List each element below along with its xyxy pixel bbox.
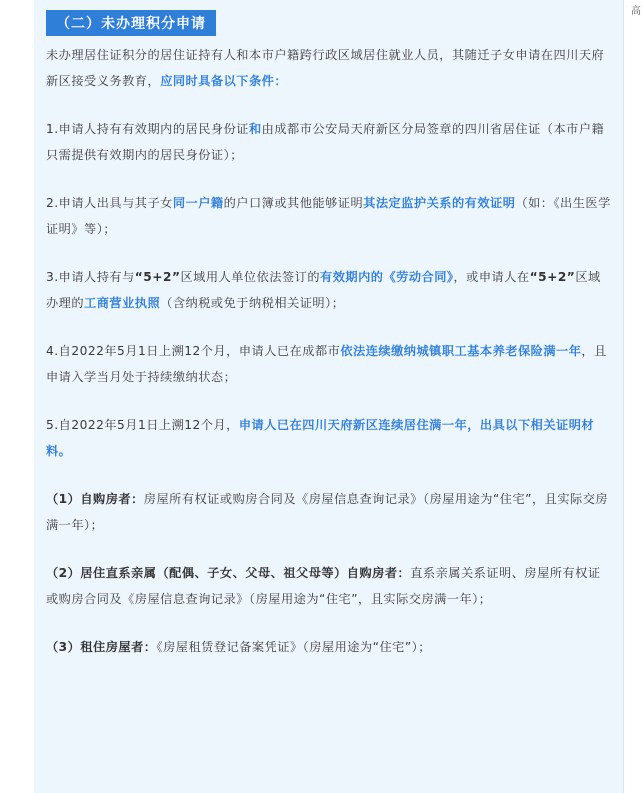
- item-4-highlight: 依法连续缴纳城镇职工基本养老保险满一年: [340, 344, 582, 358]
- intro-paragraph: [46, 42, 611, 94]
- item-4-text-2: ，且申请入学当月处于持续缴纳状态；: [46, 344, 607, 384]
- item-2-highlight-2: 其法定监护关系的有效证明: [363, 196, 516, 210]
- intro-text: 未办理居住证积分的居住证持有人和本市户籍跨行政区域居住就业人员，其随迁子女申请在四川天府新区接受义务教育，: [46, 48, 605, 88]
- section-title: （二）未办理积分申请: [46, 10, 216, 36]
- sub-item-2: [46, 560, 611, 612]
- corner-char: 高: [631, 6, 641, 17]
- item-2-text-2: 的户口簿或其他能够证明: [223, 196, 364, 210]
- item-3-text: 3.申请人持有与: [46, 270, 135, 284]
- item-3-highlight: 有效期内的《劳动合同》: [320, 270, 454, 284]
- item-3-text-2: 区域用人单位依法签订的: [180, 270, 321, 284]
- sub-item-3: [46, 634, 611, 660]
- item-1-text-2: 由成都市公安局天府新区分局签章的四川省居住证（本市户籍只需提供有效期内的居民身份证）；: [46, 122, 605, 162]
- item-5-text: 5.自2022年5月1日上溯12个月，: [46, 418, 239, 432]
- sub-item-2-label: （2）居住直系亲属（配偶、子女、父母、祖父母等）自购房者：: [46, 566, 411, 580]
- sub-item-3-text: 《房屋租赁登记备案凭证》（房屋用途为“住宅”）；: [156, 640, 431, 654]
- item-1-text: 1.申请人持有有效期内的居民身份证: [46, 122, 249, 136]
- item-3-bold-2: “5+2”: [529, 270, 576, 284]
- item-5: [46, 412, 611, 464]
- item-3-text-5: （含纳税或免于纳税相关证明）；: [160, 296, 345, 310]
- sub-item-3-label: （3）租住房屋者：: [46, 640, 157, 654]
- item-4-text: 4.自2022年5月1日上溯12个月，申请人已在成都市: [46, 344, 341, 358]
- sub-item-2-text: 直系亲属关系证明、房屋所有权证或购房合同及《房屋信息查询记录》（房屋用途为“住宅”，且实际交房满一年）；: [46, 566, 601, 606]
- item-2-text-3: （如：《出生医学证明》等）；: [46, 196, 611, 236]
- item-2: [46, 190, 611, 242]
- left-gutter: [0, 0, 34, 793]
- item-1-highlight: 和: [248, 122, 262, 136]
- item-3-text-4: 区域办理的: [46, 270, 601, 310]
- item-1: [46, 116, 611, 168]
- sub-item-1: [46, 486, 611, 538]
- item-3-text-3: ，或申请人在: [453, 270, 530, 284]
- item-4: [46, 338, 611, 390]
- item-3-highlight-2: 工商营业执照: [84, 296, 161, 310]
- sub-item-1-label: （1）自购房者：: [46, 492, 144, 506]
- intro-highlight: 应同时具备以下条件：: [160, 74, 288, 88]
- item-5-highlight: 申请人已在四川天府新区连续居住满一年，出具以下相关证明材料。: [46, 418, 595, 458]
- sub-item-1-text: 房屋所有权证或购房合同及《房屋信息查询记录》（房屋用途为“住宅”，且实际交房满一年）；: [46, 492, 609, 532]
- item-2-highlight: 同一户籍: [172, 196, 224, 210]
- article-panel: [34, 0, 624, 793]
- item-2-text: 2.申请人出具与其子女: [46, 196, 173, 210]
- item-3: [46, 264, 611, 316]
- item-3-bold: “5+2”: [134, 270, 181, 284]
